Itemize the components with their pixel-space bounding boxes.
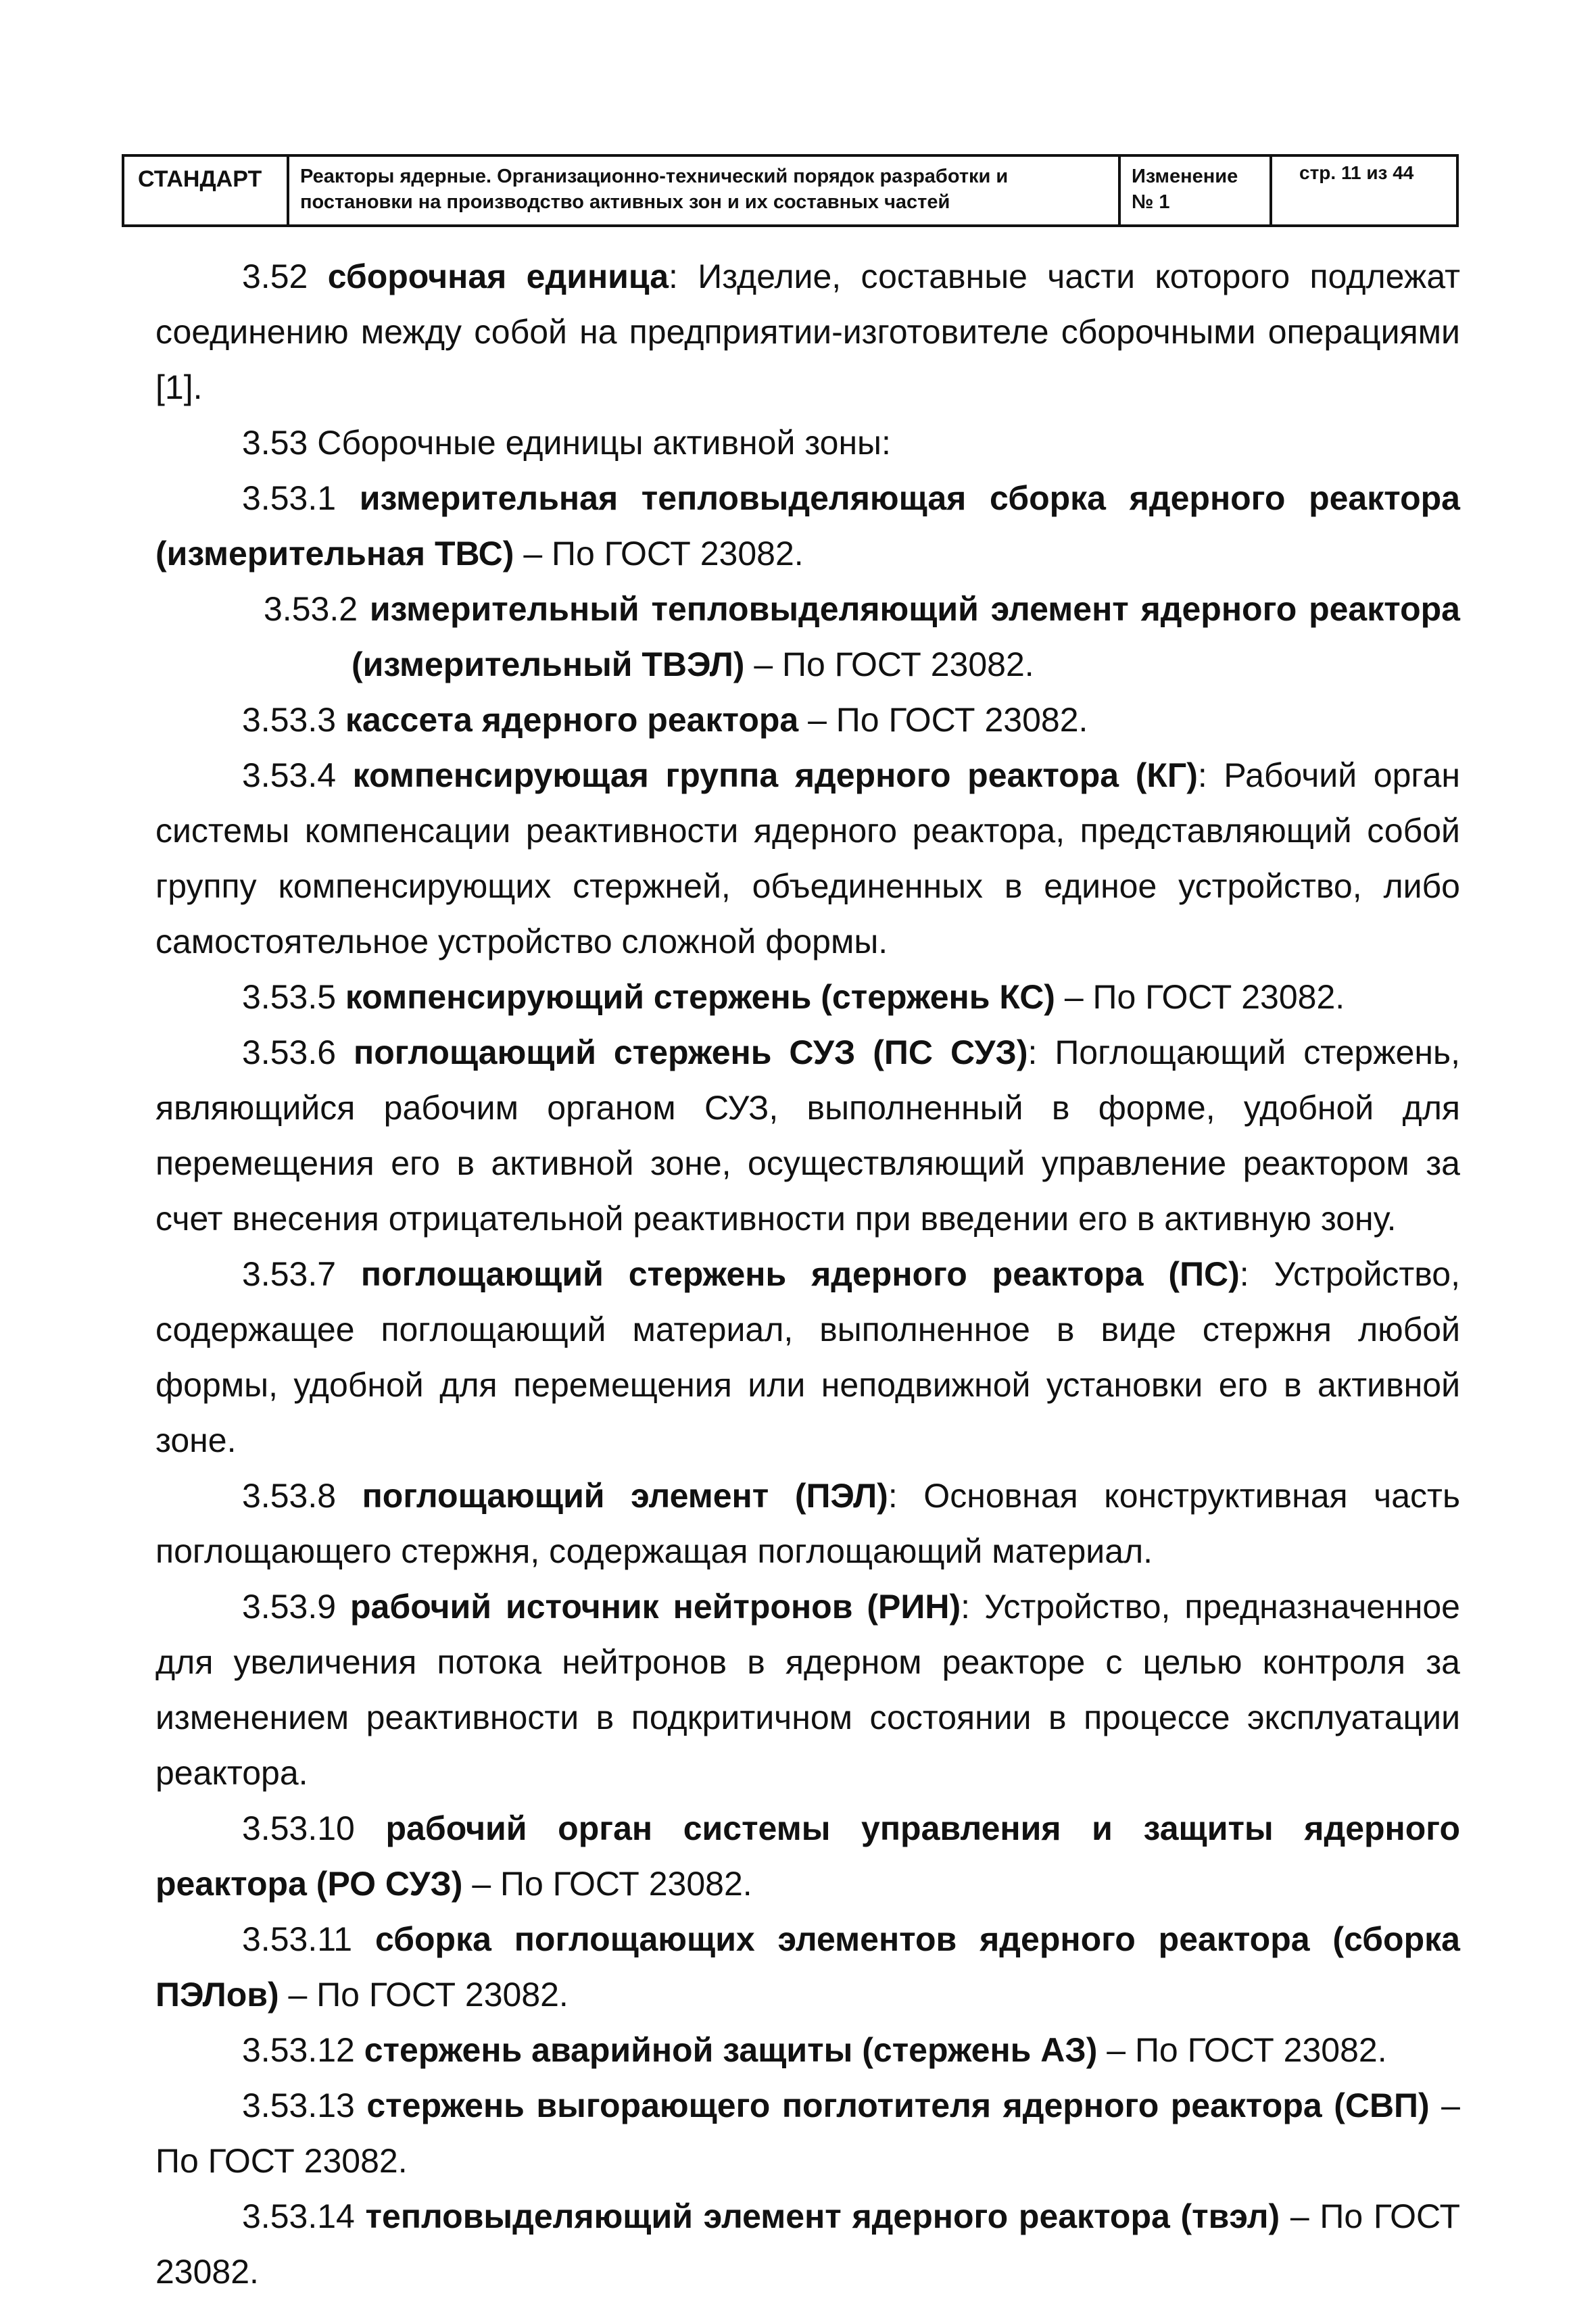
definition-3-53-6 [155, 1025, 1460, 1246]
clause-number: 3.53.14 [242, 2197, 355, 2235]
standard-label: СТАНДАРТ [124, 157, 289, 224]
clause-number: 3.53.3 [242, 701, 337, 739]
clause-number: 3.53.1 [242, 479, 337, 517]
clause-number: 3.53.8 [242, 1477, 337, 1515]
document-header-table [122, 154, 1459, 227]
definition-3-53-1 [155, 470, 1460, 581]
definition-text: – По ГОСТ 23082. [462, 1865, 752, 1903]
definition-3-52 [155, 249, 1460, 415]
term: рабочий орган системы управления и защиты ядерного реактора (РО СУЗ) [155, 1809, 1460, 1903]
definition-3-53-14 [155, 2189, 1460, 2299]
term: поглощающий стержень СУЗ (ПС СУЗ) [354, 1033, 1028, 1071]
term: измерительная тепловыделяющая сборка ядерного реактора (измерительная ТВС) [155, 479, 1460, 572]
definition-text: – По ГОСТ 23082. [1055, 978, 1345, 1016]
definition-3-53-5 [155, 969, 1460, 1025]
clause-number: 3.53.10 [242, 1809, 355, 1847]
document-title [289, 157, 1121, 224]
clause-number: 3.52 [242, 258, 308, 295]
term: рабочий источник нейтронов (РИН) [350, 1588, 961, 1626]
term: сборочная единица [327, 258, 669, 295]
definition-3-53-7 [155, 1246, 1460, 1468]
section-3-53-heading: 3.53 Сборочные единицы активной зоны: [242, 424, 891, 462]
definition-text: : Изделие, составные части которого подлежат соединению между собой на предприятии-изготовителе сборочными операциями [1]. [155, 258, 1460, 406]
clause-number: 3.53.11 [242, 1920, 353, 1958]
document-title-line1: Реакторы ядерные. Организационно-технический порядок разработки и [300, 166, 1009, 187]
term: компенсирующий стержень (стержень КС) [345, 978, 1055, 1016]
term: кассета ядерного реактора [345, 701, 799, 739]
definition-3-53-3 [155, 692, 1460, 748]
term: стержень выгорающего поглотителя ядерного реактора (СВП) [366, 2087, 1430, 2124]
definition-3-53-2 [155, 581, 1460, 692]
definition-3-53-12 [155, 2022, 1460, 2078]
definition-text: – По ГОСТ 23082. [1097, 2031, 1387, 2069]
document-body [155, 249, 1460, 2299]
definition-3-53-9 [155, 1579, 1460, 1801]
page-number: стр. 11 из 44 [1299, 162, 1414, 183]
clause-number: 3.53.4 [242, 756, 337, 794]
clause-number: 3.53.7 [242, 1255, 337, 1293]
definition-text: – По ГОСТ 23082. [155, 2087, 1460, 2180]
term: тепловыделяющий элемент ядерного реактора (твэл) [365, 2197, 1280, 2235]
definition-text: – По ГОСТ 23082. [514, 535, 804, 572]
definition-text: : Устройство, содержащее поглощающий материал, выполненное в виде стержня любой формы, удобной для перемещения или неподвижной установки его в активной зоне. [155, 1255, 1461, 1459]
term: поглощающий стержень ядерного реактора (ПС) [360, 1255, 1240, 1293]
document-title-line2: постановки на производство активных зон и их составных частей [300, 191, 950, 213]
definition-text: – По ГОСТ 23082. [155, 2197, 1460, 2291]
definition-text: : Основная конструктивная часть поглощающего стержня, содержащая поглощающий материал. [155, 1477, 1460, 1570]
clause-number: 3.53.12 [242, 2031, 355, 2069]
definition-3-53-13 [155, 2078, 1460, 2189]
term: сборка поглощающих элементов ядерного реактора (сборка ПЭЛов) [155, 1920, 1460, 2014]
definition-text: : Поглощающий стержень, являющийся рабочим органом СУЗ, выполненный в форме, удобной для перемещения его в активной зоне, осуществляющий управление реактором за счет внесения отрицательной реактивности при введении его в активную зону. [155, 1033, 1460, 1238]
clause-number: 3.53.6 [242, 1033, 337, 1071]
definition-3-53-8 [155, 1468, 1460, 1579]
definition-3-53-11 [155, 1911, 1460, 2022]
definition-text: – По ГОСТ 23082. [798, 701, 1088, 739]
change-value: № 1 [1132, 191, 1170, 213]
change-label: Изменение [1132, 166, 1238, 187]
definition-text: : Рабочий орган системы компенсации реактивности ядерного реактора, представляющий собой группу компенсирующих стержней, объединенных в единое устройство, либо самостоятельное устройство сложной формы. [155, 756, 1460, 960]
definition-3-53-4 [155, 748, 1460, 969]
term: измерительный тепловыделяющий элемент ядерного реактора (измерительный ТВЭЛ) [352, 590, 1460, 683]
definition-3-53-10 [155, 1801, 1460, 1911]
term: поглощающий элемент (ПЭЛ) [362, 1477, 888, 1515]
definition-text: – По ГОСТ 23082. [279, 1976, 569, 2014]
clause-number: 3.53.5 [242, 978, 337, 1016]
definition-text: : Устройство, предназначенное для увеличения потока нейтронов в ядерном реакторе с целью контроля за изменением реактивности в подкритичном состоянии в процессе эксплуатации реактора. [155, 1588, 1460, 1792]
clause-number: 3.53.9 [242, 1588, 337, 1626]
definition-text: – По ГОСТ 23082. [744, 645, 1034, 683]
change-number [1121, 157, 1272, 224]
clause-number: 3.53.13 [242, 2087, 355, 2124]
term: компенсирующая группа ядерного реактора (КГ) [352, 756, 1198, 794]
clause-number: 3.53.2 [264, 590, 358, 628]
term: стержень аварийной защиты (стержень АЗ) [364, 2031, 1098, 2069]
